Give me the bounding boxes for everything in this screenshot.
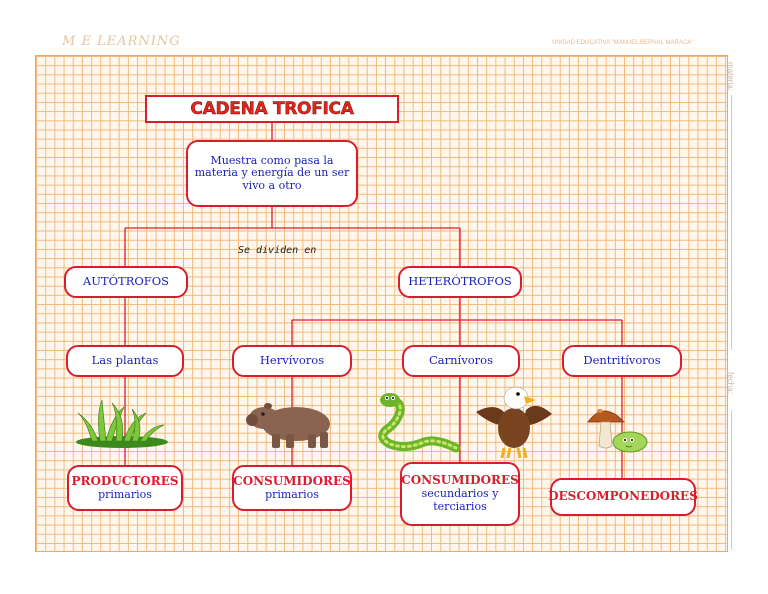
materia-label: materia:	[726, 62, 735, 91]
autotrofos-label: AUTÓTROFOS	[82, 274, 170, 289]
category-label: Dentritívoros	[583, 353, 661, 368]
role-node-productores	[67, 465, 183, 511]
category-node-carnivoros	[402, 345, 520, 377]
definition-node	[186, 140, 358, 207]
role-main: DESCOMPONEDORES	[548, 489, 698, 504]
category-label: Carnívoros	[429, 353, 493, 368]
category-node-plantas	[66, 345, 184, 377]
eagle-illustration	[474, 382, 554, 462]
heterotrofos-label: HETERÓTROFOS	[408, 274, 512, 289]
brand-logo: M E LEARNING	[62, 34, 181, 49]
title-box	[145, 95, 399, 123]
category-node-dentritivoros	[562, 345, 682, 377]
role-sub: primarios	[98, 487, 152, 501]
role-node-consumidores-primarios	[232, 465, 352, 511]
role-node-descomponedores	[550, 478, 696, 516]
category-node-hervivoros	[232, 345, 352, 377]
role-main: CONSUMIDORES	[401, 473, 519, 488]
definition-text: Muestra como pasa la materia y energía de un ser vivo a otro	[194, 153, 350, 192]
capybara-illustration	[246, 398, 336, 453]
category-label: Las plantas	[91, 353, 159, 368]
role-node-consumidores-secundarios	[400, 462, 520, 526]
connector-label: Se dividen en	[238, 245, 317, 256]
autotrofos-node	[64, 266, 188, 298]
grass-illustration	[72, 395, 172, 450]
fecha-label: fecha:	[726, 372, 735, 394]
page-title: CADENA TROFICA	[190, 99, 354, 119]
role-main: PRODUCTORES	[71, 473, 179, 488]
role-sub: secundarios y terciarios	[421, 487, 499, 513]
category-label: Hervívoros	[259, 353, 325, 368]
mushroom-bacteria-illustration	[584, 402, 654, 457]
role-main: CONSUMIDORES	[233, 473, 351, 488]
school-name: UNIDAD EDUCATIVA "MANUEL BERNAL MARACA"	[552, 40, 694, 46]
snake-illustration	[372, 390, 462, 455]
heterotrofos-node	[398, 266, 522, 298]
role-sub: primarios	[265, 487, 319, 501]
